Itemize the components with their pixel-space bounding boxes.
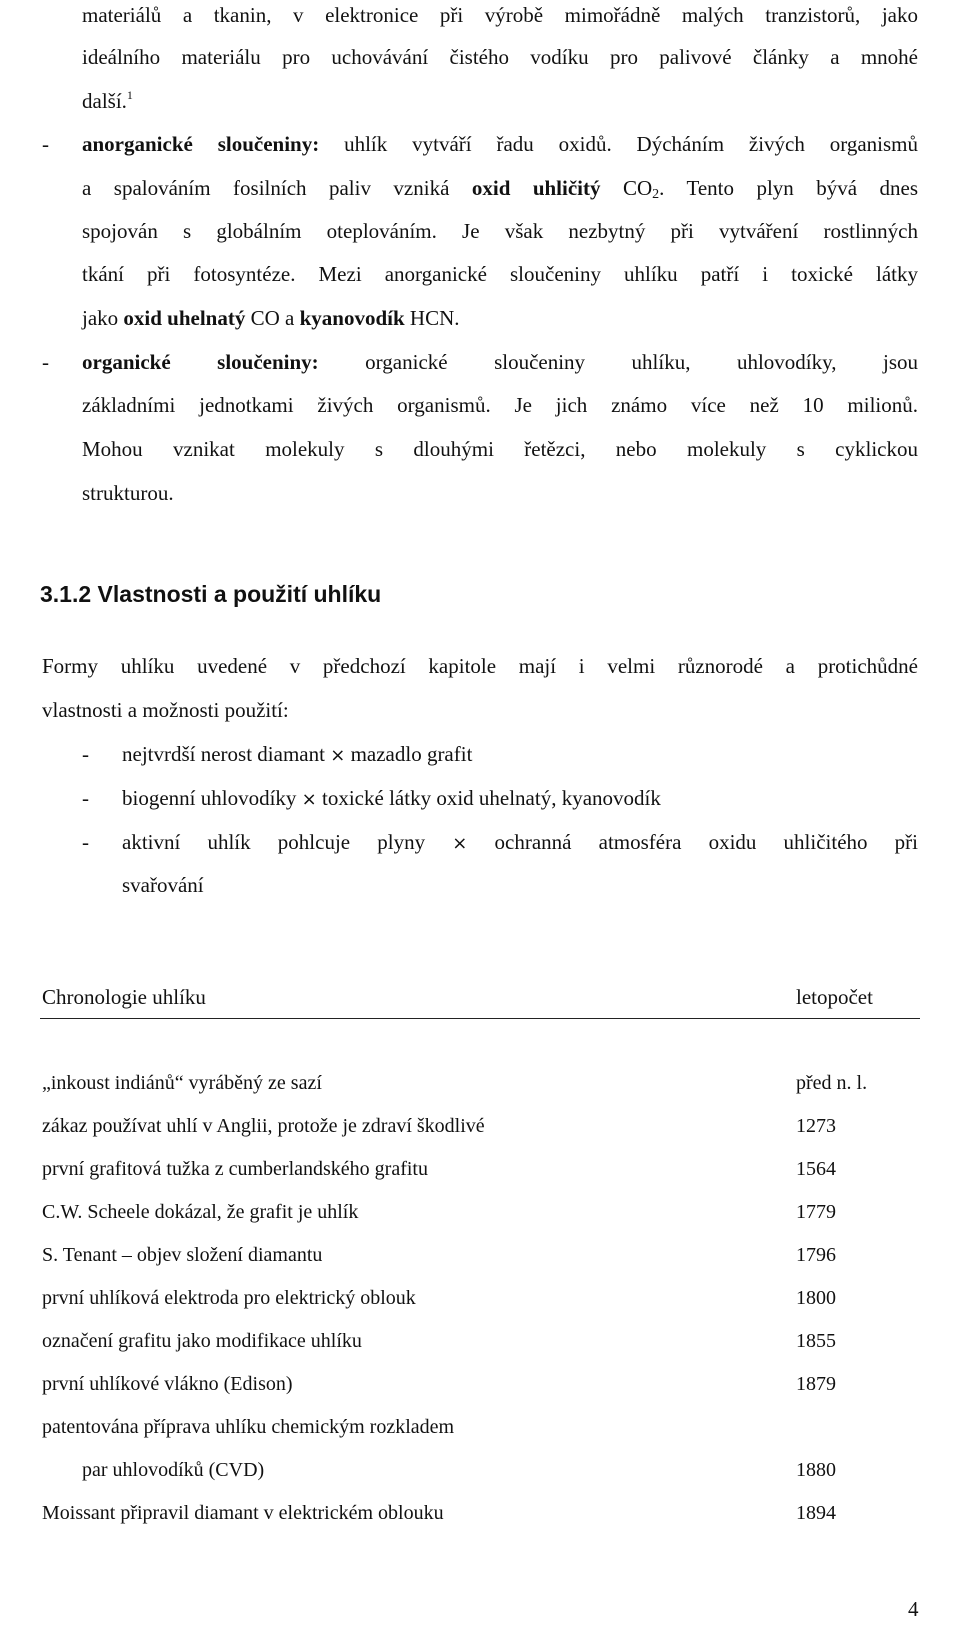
page-number: 4	[908, 1597, 919, 1621]
intro-line-2: ideálního materiálu pro uchovávání čistého vodíku pro palivové články a mnohé	[82, 45, 918, 69]
inorganic-text: . Tento plyn bývá dnes	[659, 176, 918, 200]
table-row-year: 1800	[796, 1287, 836, 1309]
property-item-3: aktivní uhlík pohlcuje plyny × ochranná atmosféra oxidu uhličitého při	[122, 830, 919, 854]
intro-line-1: materiálů a tkanin, v elektronice při výrobě mimořádně malých tranzistorů, jako	[82, 3, 918, 27]
table-row-event: první uhlíková elektroda pro elektrický oblouk	[42, 1287, 416, 1309]
table-row-year: 1796	[796, 1244, 836, 1266]
table-row-year: 1564	[796, 1158, 836, 1180]
section-paragraph-line-2: vlastnosti a možnosti použití:	[42, 698, 289, 722]
table-row-event: par uhlovodíků (CVD)	[82, 1459, 265, 1481]
intro-line-3	[82, 88, 133, 114]
table-row-year: 1879	[796, 1373, 836, 1395]
section-heading: 3.1.2 Vlastnosti a použití uhlíku	[40, 581, 382, 607]
inorganic-bold: oxid uhličitý	[471, 176, 601, 200]
property-item-3-cont: svařování	[122, 873, 204, 897]
table-row-event: S. Tenant – objev složení diamantu	[42, 1244, 323, 1266]
table-row-year: 1894	[796, 1502, 836, 1524]
table-row-year: 1880	[796, 1459, 836, 1481]
versus-icon: ×	[301, 789, 317, 810]
table-row-year: 1779	[796, 1201, 836, 1223]
table-row-event: zákaz používat uhlí v Anglii, protože je zdraví škodlivé	[42, 1115, 485, 1137]
list-dash: -	[82, 742, 89, 766]
table-header-event: Chronologie uhlíku	[42, 985, 206, 1009]
table-row-event: první uhlíkové vlákno (Edison)	[42, 1373, 293, 1395]
list-dash: -	[42, 132, 49, 156]
inorganic-line-1	[82, 131, 918, 157]
inorganic-line-5: jako oxid uhelnatý CO a kyanovodík HCN.	[82, 306, 460, 330]
property-item-1: nejtvrdší nerost diamant × mazadlo grafit	[122, 742, 473, 766]
list-dash: -	[82, 786, 89, 810]
inorganic-line-2	[82, 175, 918, 201]
property-item-2: biogenní uhlovodíky × toxické látky oxid uhelnatý, kyanovodík	[122, 786, 661, 810]
table-row-event: první grafitová tužka z cumberlandského grafitu	[42, 1158, 428, 1180]
organic-line-2: základními jednotkami živých organismů. Je jich známo více než 10 milionů.	[82, 393, 918, 417]
table-row-year: 1855	[796, 1330, 836, 1352]
table-row-year: před n. l.	[796, 1072, 868, 1094]
footnote-ref: 1	[126, 88, 133, 102]
table-row-year: 1273	[796, 1115, 836, 1137]
organic-line-3: Mohou vznikat molekuly s dlouhými řetězci, nebo molekuly s cyklickou	[82, 437, 918, 461]
table-row-event: Moissant připravil diamant v elektrickém oblouku	[42, 1502, 444, 1524]
inorganic-text: uhlík vytváří řadu oxidů. Dýcháním živých organismů	[344, 132, 919, 156]
table-row-event: „inkoust indiánů“ vyráběný ze sazí	[42, 1072, 322, 1094]
organic-line-4: strukturou.	[82, 481, 174, 505]
inorganic-bold: kyanovodík	[299, 306, 405, 330]
section-paragraph-line-1: Formy uhlíku uvedené v předchozí kapitole mají i velmi různorodé a protichůdné	[42, 654, 918, 678]
inorganic-text: a spalováním fosilních paliv vzniká	[82, 176, 450, 200]
inorganic-line-4: tkání při fotosyntéze. Mezi anorganické sloučeniny uhlíku patří i toxické látky	[82, 262, 918, 286]
table-row-event: označení grafitu jako modifikace uhlíku	[42, 1330, 362, 1352]
table-row-event: C.W. Scheele dokázal, že grafit je uhlík	[42, 1201, 359, 1223]
versus-icon: ×	[330, 745, 346, 766]
table-header-rule	[40, 1018, 920, 1019]
intro-text: další.	[82, 89, 127, 113]
organic-text: organické sloučeniny uhlíku, uhlovodíky, jsou	[365, 350, 919, 374]
list-dash: -	[42, 350, 49, 374]
inorganic-line-3: spojován s globálním oteplováním. Je však nezbytný při vytváření rostlinných	[82, 219, 918, 243]
organic-line-1	[82, 349, 918, 375]
table-header-year: letopočet	[796, 985, 873, 1009]
table-row-event: patentována příprava uhlíku chemickým rozkladem	[42, 1416, 455, 1438]
organic-label: organické sloučeniny:	[82, 350, 319, 374]
list-dash: -	[82, 830, 89, 854]
inorganic-bold: oxid uhelnatý	[123, 306, 246, 330]
inorganic-label: anorganické sloučeniny:	[82, 132, 320, 156]
versus-icon: ×	[452, 833, 468, 854]
co2-formula: $CO_2$	[622, 176, 660, 202]
